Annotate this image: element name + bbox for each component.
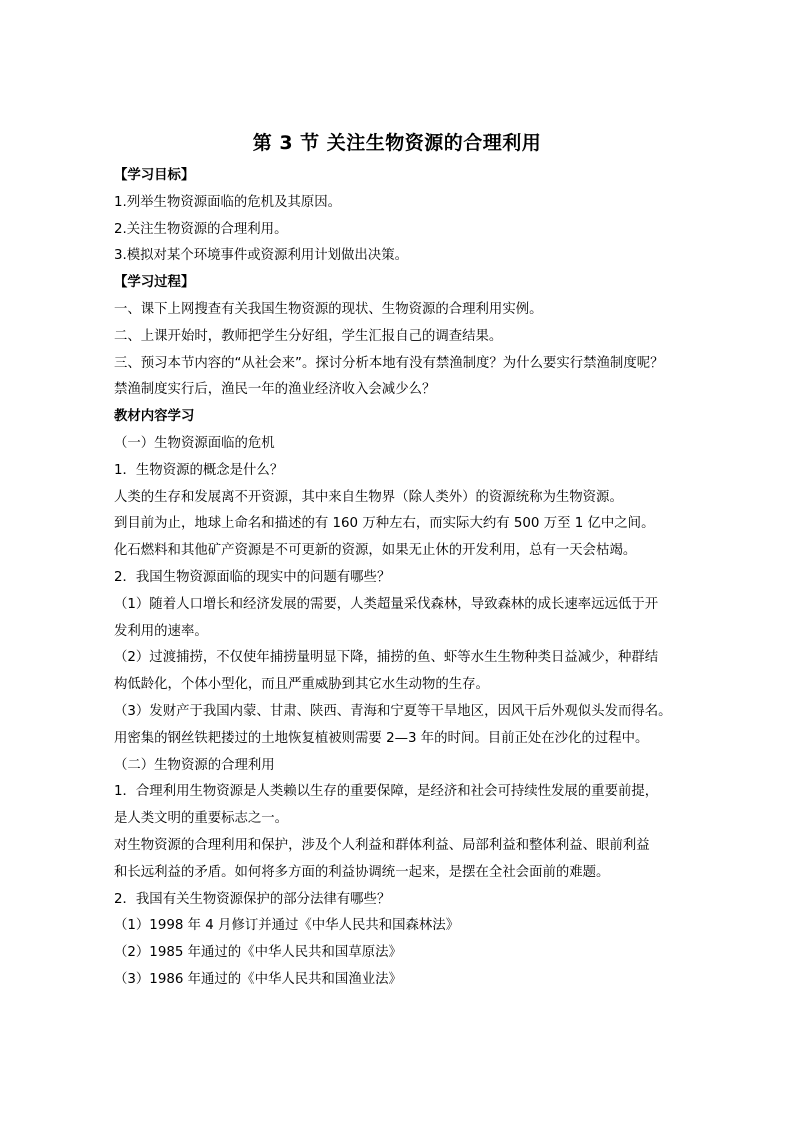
process-step-3: 三、预习本节内容的“从社会来”。探讨分析本地有没有禁渔制度？为什么要实行禁渔制度呢？	[114, 355, 664, 371]
goal-item-1: 1.列举生物资源面临的危机及其原因。	[114, 194, 342, 210]
paragraph-line: （3）发财产于我国内蒙、甘肃、陕西、青海和宁夏等干旱地区，因风干后外观似头发而得名。	[114, 703, 672, 719]
law-item-2: （2）1985 年通过的《中华人民共和国草原法》	[114, 945, 402, 961]
paragraph-line: 构低龄化，个体小型化，而且严重威胁到其它水生动物的生存。	[114, 677, 489, 693]
paragraph-line: （1）随着人口增长和经济发展的需要，人类超量采伐森林，导致森林的成长速率远远低于开	[114, 596, 659, 612]
subsection-heading-crisis: （一）生物资源面临的危机	[114, 435, 275, 451]
law-item-3: （3）1986 年通过的《中华人民共和国渔业法》	[114, 971, 402, 987]
question-2: 2．我国生物资源面临的现实中的问题有哪些？	[114, 569, 391, 585]
paragraph-line: 1．合理利用生物资源是人类赖以生存的重要保障，是经济和社会可持续性发展的重要前提，	[114, 784, 659, 800]
paragraph-line: 到目前为止，地球上命名和描述的有 160 万种左右，而实际大约有 500 万至 1 亿中之间。	[114, 516, 655, 532]
paragraph-line: 化石燃料和其他矿产资源是不可更新的资源，如果无止休的开发利用，总有一天会枯竭。	[114, 543, 637, 559]
section-heading-process: 【学习过程】	[114, 275, 195, 291]
paragraph-line: 是人类文明的重要标志之一。	[114, 811, 289, 827]
subsection-heading-utilization: （二）生物资源的合理利用	[114, 757, 275, 773]
paragraph-line: 用密集的钢丝铁耙搂过的土地恢复植被则需要 2—3 年的时间。目前正处在沙化的过程中。	[114, 730, 649, 746]
paragraph-line: 和长远利益的矛盾。如何将多方面的利益协调统一起来，是摆在全社会面前的难题。	[114, 864, 610, 880]
paragraph-line: 人类的生存和发展离不开资源，其中来自生物界（除人类外）的资源统称为生物资源。	[114, 489, 623, 505]
paragraph-line: （2）过渡捕捞，不仅使年捕捞量明显下降，捕捞的鱼、虾等水生生物种类日益减少，种群结	[114, 650, 659, 666]
law-item-1: （1）1998 年 4 月修订并通过《中华人民共和国森林法》	[114, 918, 460, 934]
process-step-3-continued: 禁渔制度实行后，渔民一年的渔业经济收入会减少么？	[114, 382, 436, 398]
document-body	[114, 163, 684, 994]
goal-item-2: 2.关注生物资源的合理利用。	[114, 221, 288, 237]
process-step-2: 二、上课开始时，教师把学生分好组，学生汇报自己的调查结果。	[114, 328, 503, 344]
section-heading-content: 教材内容学习	[114, 409, 195, 425]
question-laws: 2．我国有关生物资源保护的部分法律有哪些？	[114, 891, 391, 907]
paragraph-line: 发利用的速率。	[114, 623, 208, 639]
page-title: 第 3 节 关注生物资源的合理利用	[252, 132, 542, 154]
process-step-1: 一、课下上网搜查有关我国生物资源的现状、生物资源的合理利用实例。	[114, 301, 543, 317]
goal-item-3: 3.模拟对某个环境事件或资源利用计划做出决策。	[114, 248, 408, 264]
section-heading-goals: 【学习目标】	[114, 168, 195, 183]
question-1: 1．生物资源的概念是什么？	[114, 462, 284, 478]
paragraph-line: 对生物资源的合理利用和保护，涉及个人利益和群体利益、局部利益和整体利益、眼前利益	[114, 837, 650, 853]
